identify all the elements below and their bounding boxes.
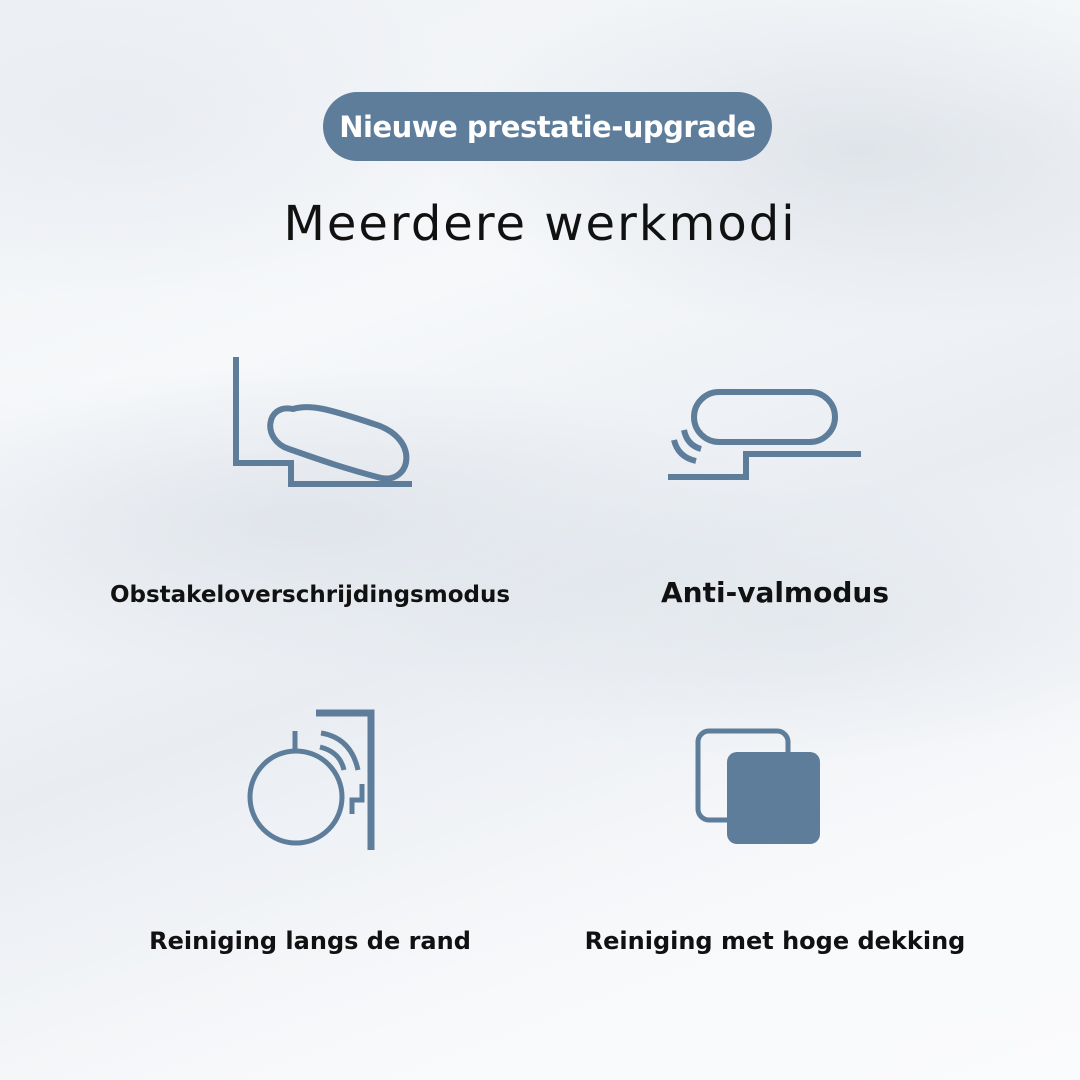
mode-label-anti-fall: Anti-valmodus [660, 576, 889, 609]
badge-label: Nieuwe prestatie-upgrade [339, 109, 756, 144]
obstacle-climb-icon [225, 352, 420, 492]
performance-upgrade-badge [323, 92, 772, 161]
mode-label-obstacle-crossing: Obstakeloverschrijdingsmodus [109, 582, 511, 608]
page-title: Meerdere werkmodi [283, 196, 797, 252]
anti-fall-icon [664, 385, 866, 485]
mode-label-high-coverage: Reiniging met hoge dekking [584, 927, 966, 955]
high-coverage-icon [690, 722, 830, 852]
edge-cleaning-icon [245, 705, 380, 855]
mode-label-edge-cleaning: Reiniging langs de rand [149, 927, 471, 955]
